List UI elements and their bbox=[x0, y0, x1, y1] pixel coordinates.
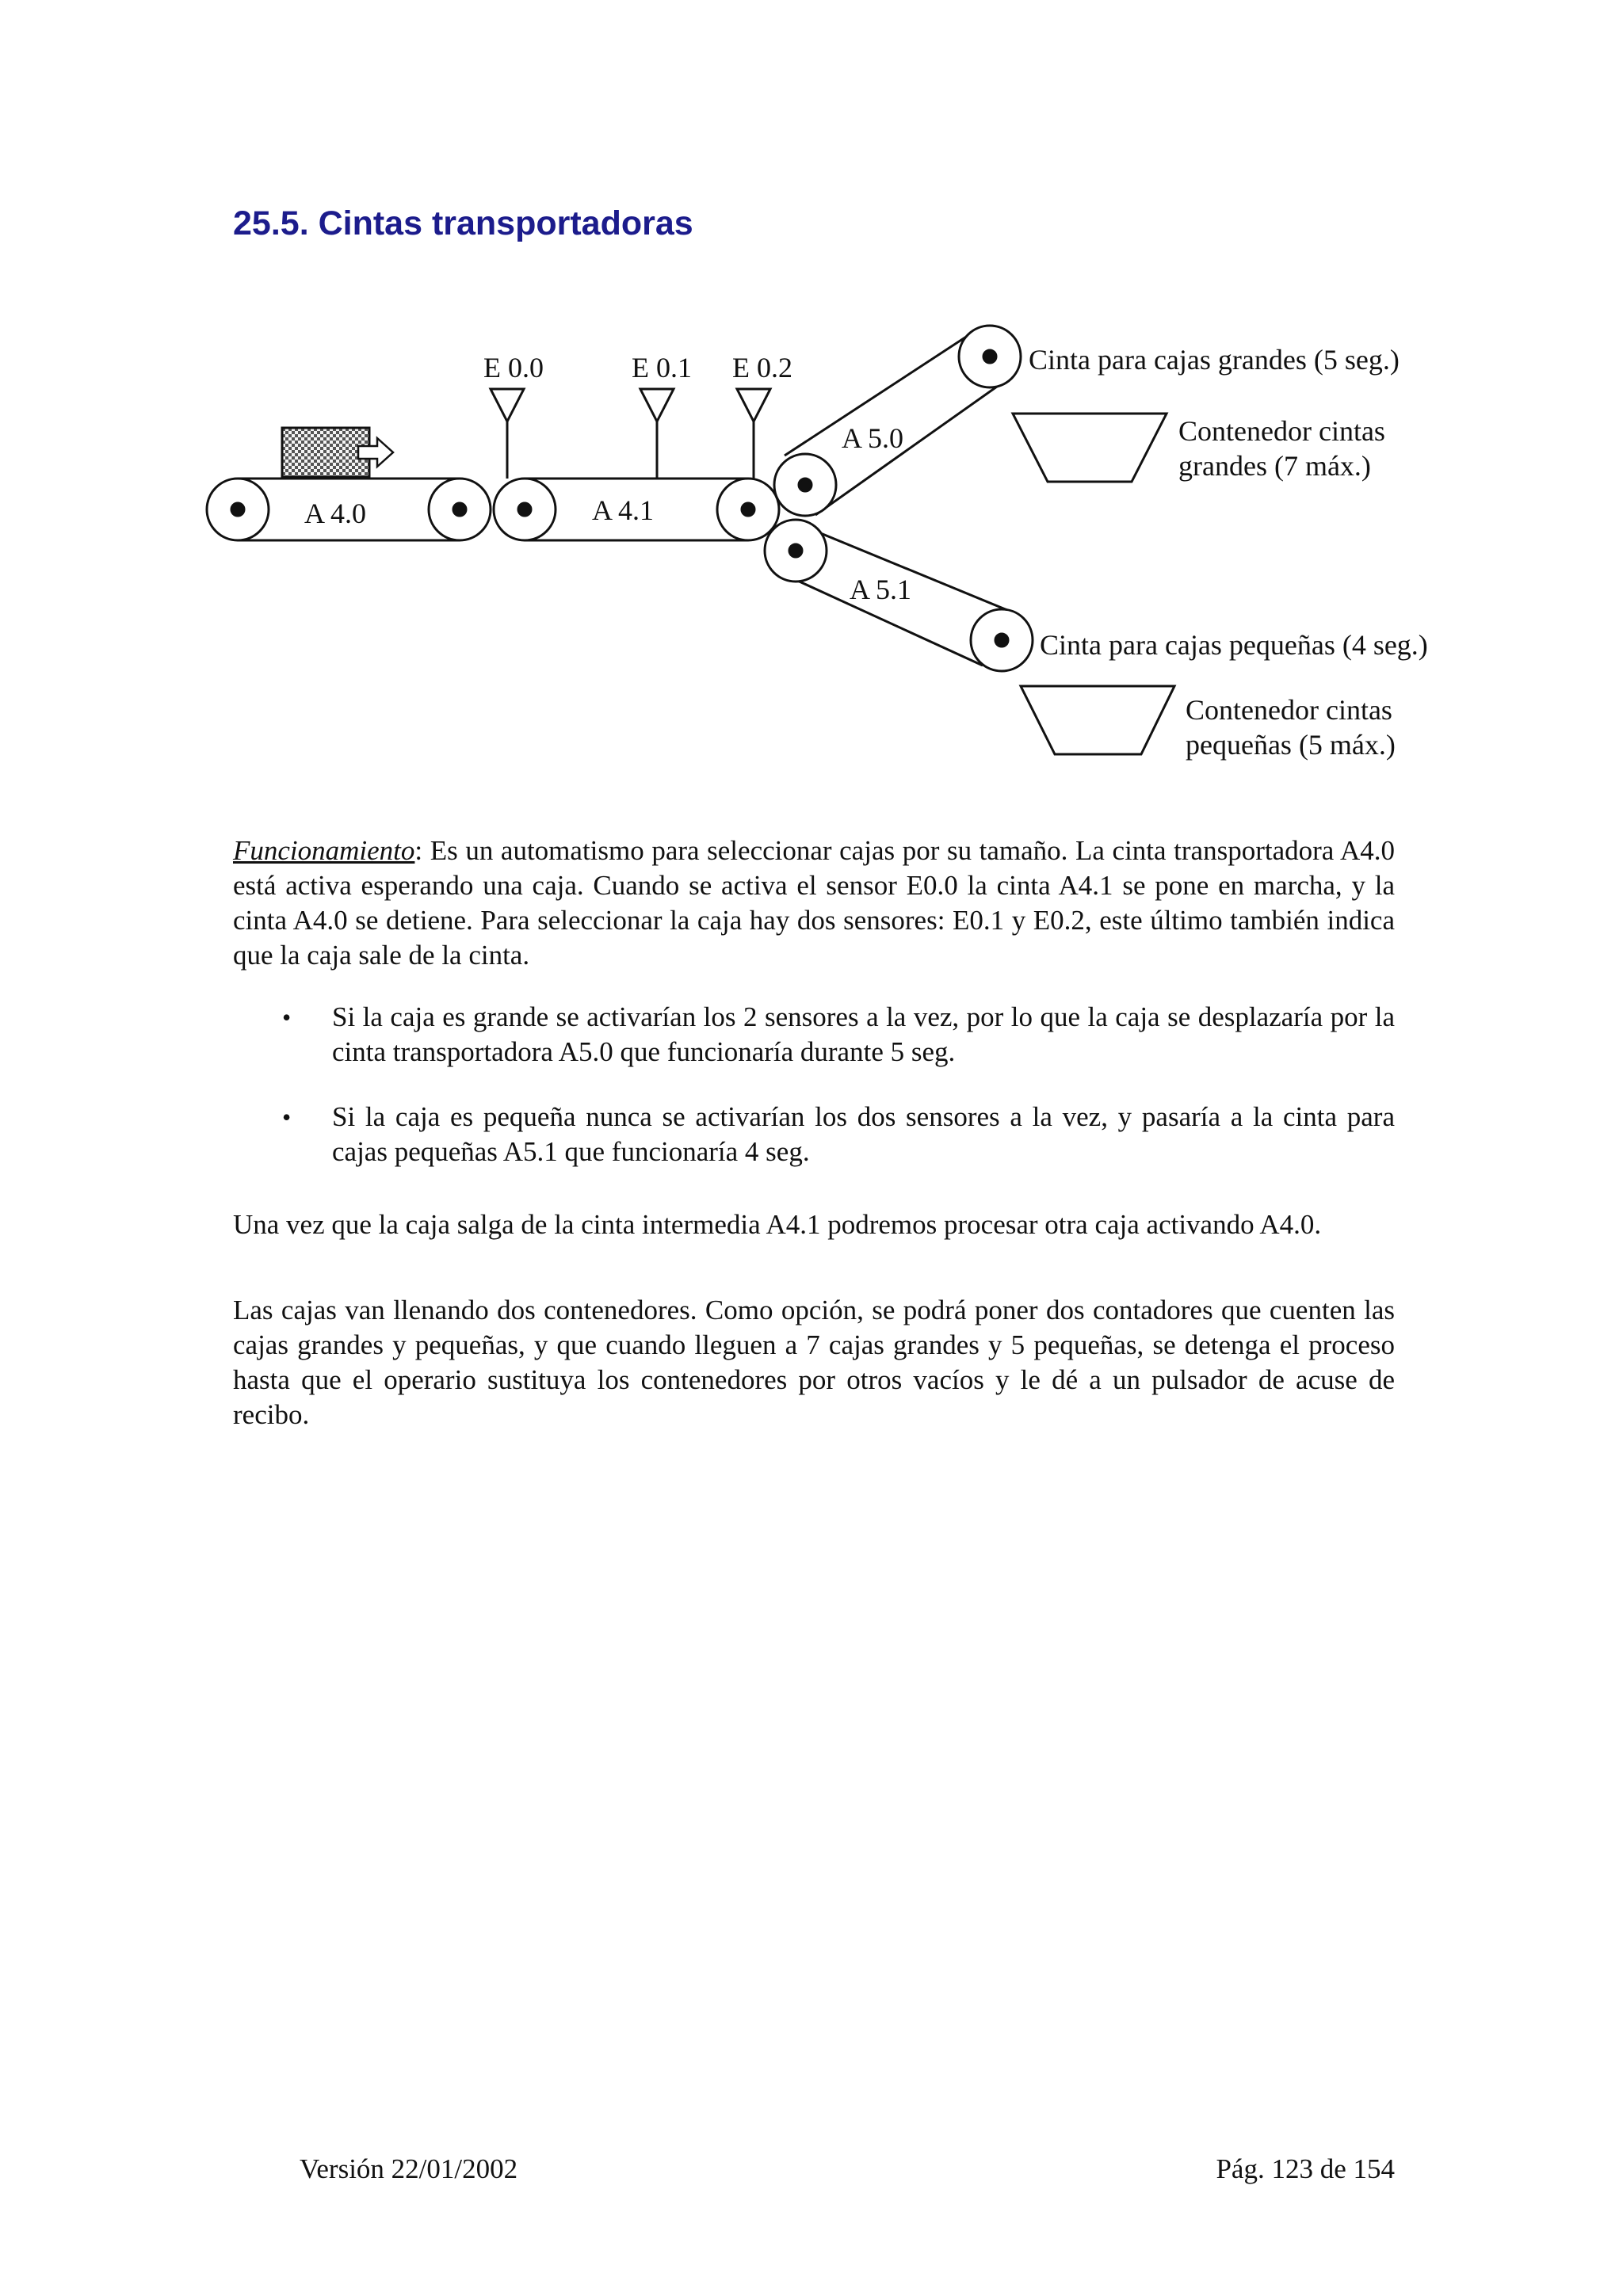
sensor-e02 bbox=[737, 389, 770, 479]
sensor-label-e01: E 0.1 bbox=[632, 352, 692, 383]
small-container-label-1: Contenedor cintas bbox=[1186, 694, 1392, 726]
sensor-label-e00: E 0.0 bbox=[483, 352, 544, 383]
sensor-e00 bbox=[491, 389, 524, 479]
paragraph-lead: Funcionamiento bbox=[233, 835, 415, 866]
paragraph-body: : Es un automatismo para seleccionar cajas por su tamaño. La cinta transportadora A4.0 está activa esperando una caja. Cuando se activa el sensor E0.0 la cinta A4.1 se pone en marcha, y la cinta A4.0 se detiene. Para seleccionar la caja hay dos sensores: E0.1 y E0.2, este último también indica que la caja sale de la cinta. bbox=[233, 835, 1395, 971]
big-container bbox=[1013, 414, 1167, 482]
paragraph-funcionamiento bbox=[233, 833, 1395, 973]
belt-a50 bbox=[774, 326, 1021, 516]
bullet-icon: • bbox=[282, 1103, 292, 1131]
bullet-text-1: Si la caja es grande se activarían los 2 sensores a la vez, por lo que la caja se desplazaría por la cinta transportadora A5.0 que funcionaría durante 5 seg. bbox=[332, 1001, 1395, 1067]
box bbox=[282, 428, 369, 477]
belt-label-a50: A 5.0 bbox=[842, 422, 904, 454]
bullet-text-2: Si la caja es pequeña nunca se activarían los dos sensores a la vez, y pasaría a la cinta para cajas pequeñas A5.1 que funcionaría 4 seg. bbox=[332, 1101, 1395, 1167]
belt-label-a51: A 5.1 bbox=[850, 574, 912, 605]
big-container-label-2: grandes (7 máx.) bbox=[1178, 450, 1371, 482]
paragraph-third: Las cajas van llenando dos contenedores. Como opción, se podrá poner dos contadores que cuenten las cajas grandes y pequeñas, y que cuando lleguen a 7 cajas grandes y 5 pequeñas, se detenga el proceso hasta que el operario sustituya los contenedores por otros vacíos y le dé a un pulsador de acuse de recibo. bbox=[233, 1295, 1395, 1430]
bullet-icon: • bbox=[282, 1003, 292, 1032]
sensor-label-e02: E 0.2 bbox=[732, 352, 792, 383]
list-item bbox=[233, 1100, 1395, 1169]
big-belt-label: Cinta para cajas grandes (5 seg.) bbox=[1029, 344, 1400, 376]
belt-label-a41: A 4.1 bbox=[592, 494, 655, 526]
small-container bbox=[1021, 686, 1174, 754]
bullet-list bbox=[233, 1000, 1395, 1199]
big-container-label-1: Contenedor cintas bbox=[1178, 415, 1385, 447]
footer-page-number: Pág. 123 de 154 bbox=[1216, 2153, 1395, 2184]
list-item bbox=[233, 1000, 1395, 1070]
small-container-label-2: pequeñas (5 máx.) bbox=[1186, 729, 1396, 761]
paragraph-second: Una vez que la caja salga de la cinta intermedia A4.1 podremos procesar otra caja activando A4.0. bbox=[233, 1209, 1322, 1240]
sensor-e01 bbox=[640, 389, 674, 479]
conveyor-diagram bbox=[0, 0, 1623, 792]
footer-version: Versión 22/01/2002 bbox=[300, 2153, 518, 2184]
page-title: 25.5. Cintas transportadoras bbox=[233, 204, 693, 242]
small-belt-label: Cinta para cajas pequeñas (4 seg.) bbox=[1040, 629, 1428, 661]
belt-label-a40: A 4.0 bbox=[304, 498, 367, 529]
